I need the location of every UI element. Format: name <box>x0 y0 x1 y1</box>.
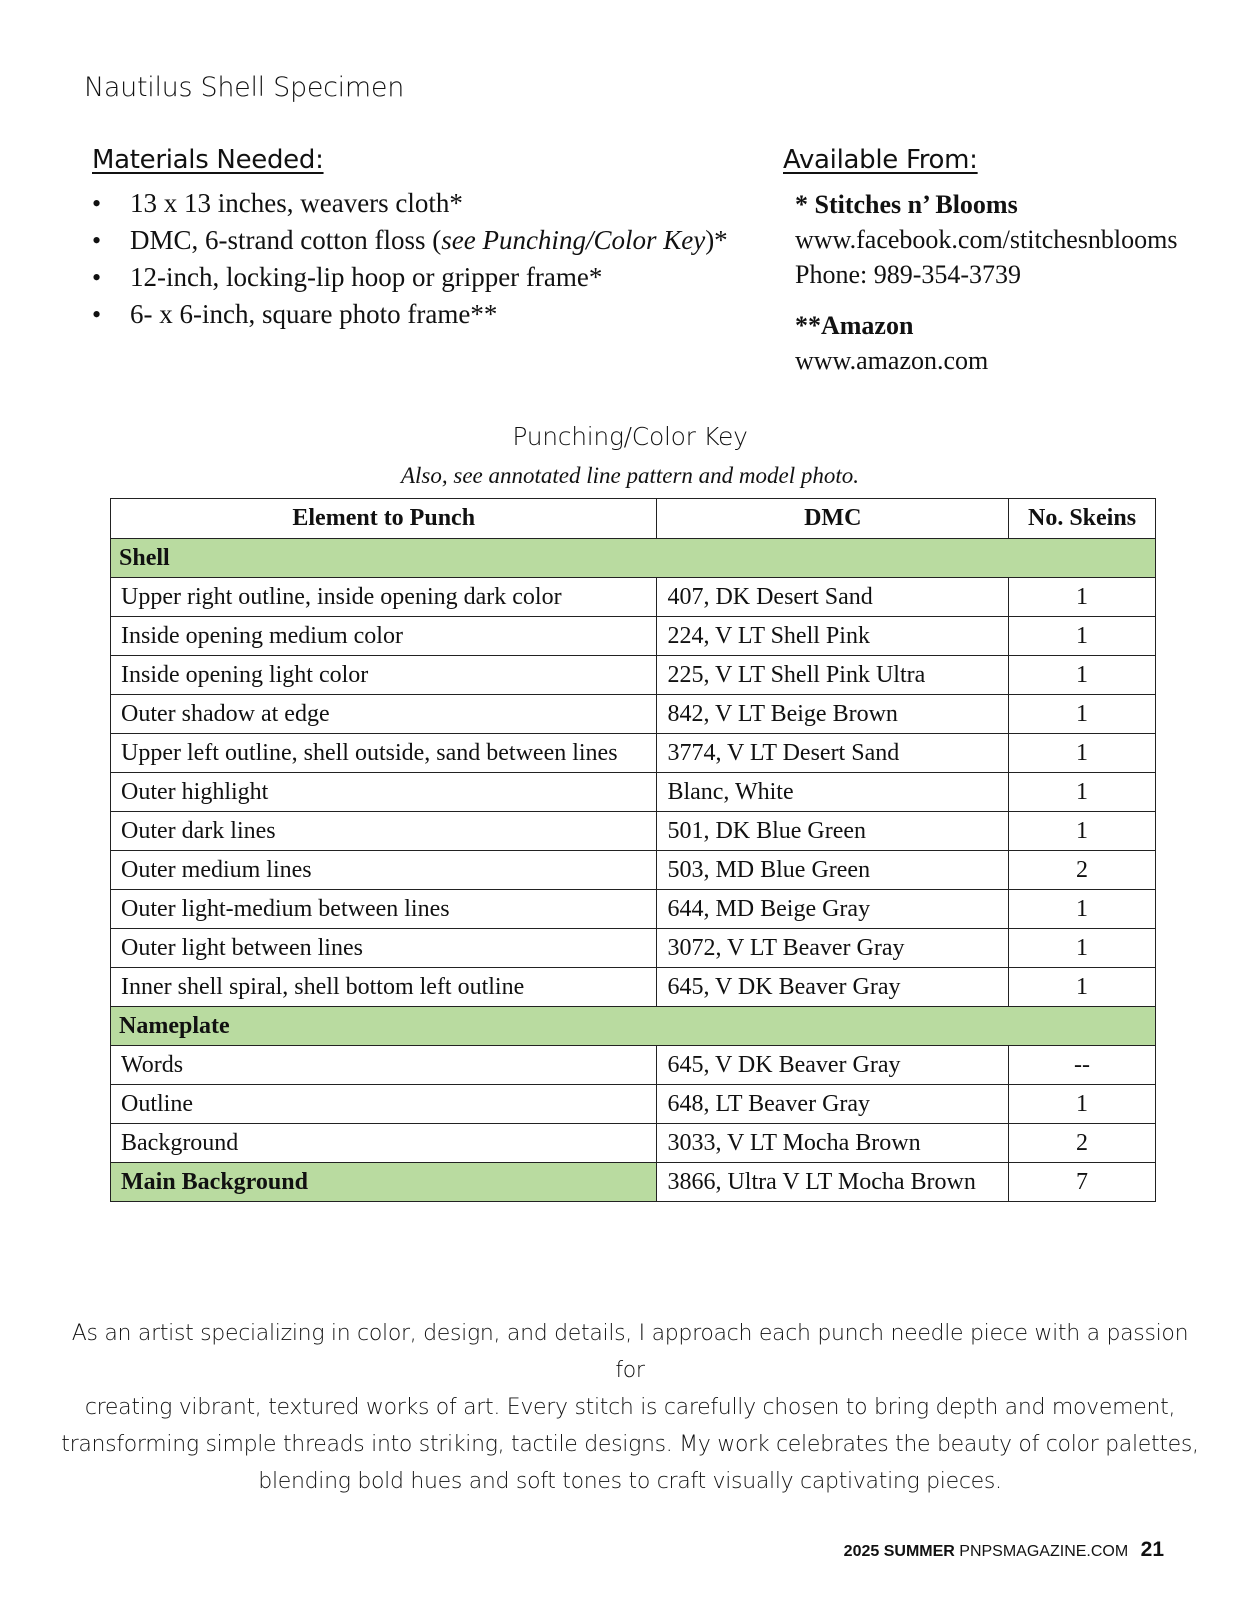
skeins-cell: 1 <box>1009 773 1156 812</box>
section-label: Shell <box>111 539 1156 578</box>
element-cell: Inner shell spiral, shell bottom left outline <box>111 968 657 1007</box>
skeins-cell: 1 <box>1009 929 1156 968</box>
table-row <box>111 1046 1156 1085</box>
table-row <box>111 734 1156 773</box>
skeins-cell: 1 <box>1009 968 1156 1007</box>
column-header: DMC <box>657 499 1009 539</box>
supplier-url[interactable]: www.amazon.com <box>795 346 989 375</box>
dmc-cell: 3072, V LT Beaver Gray <box>657 929 1009 968</box>
footer-season: 2025 SUMMER <box>843 1543 955 1560</box>
dmc-cell: 501, DK Blue Green <box>657 812 1009 851</box>
element-cell: Outer dark lines <box>111 812 657 851</box>
statement-line: blending bold hues and soft tones to craft visually captivating pieces. <box>258 1469 1002 1494</box>
section-row <box>111 539 1156 578</box>
skeins-cell: 7 <box>1009 1163 1156 1202</box>
dmc-cell: 224, V LT Shell Pink <box>657 617 1009 656</box>
table-row <box>111 656 1156 695</box>
supplier-phone: Phone: 989-354-3739 <box>795 260 1022 289</box>
column-header: Element to Punch <box>111 499 657 539</box>
materials-section <box>92 145 732 333</box>
skeins-cell: 2 <box>1009 1124 1156 1163</box>
table-row <box>111 1163 1156 1202</box>
skeins-cell: 1 <box>1009 890 1156 929</box>
skeins-cell: -- <box>1009 1046 1156 1085</box>
table-row <box>111 578 1156 617</box>
element-cell: Inside opening light color <box>111 656 657 695</box>
element-cell: Words <box>111 1046 657 1085</box>
color-key-title: Punching/Color Key <box>512 422 748 451</box>
available-from-section <box>783 145 1203 378</box>
table-header-row <box>111 499 1156 539</box>
available-heading: Available From: <box>783 145 978 175</box>
statement-line: transforming simple threads into striking, tactile designs. My work celebrates the beauty of color palettes, <box>61 1432 1199 1457</box>
element-cell: Outer medium lines <box>111 851 657 890</box>
materials-item: • 13 x 13 inches, weavers cloth* <box>92 185 732 222</box>
statement-line: As an artist specializing in color, design, and details, I approach each punch needle piece with a passion for <box>71 1321 1189 1383</box>
materials-item: • 6- x 6-inch, square photo frame** <box>92 296 732 333</box>
dmc-cell: 648, LT Beaver Gray <box>657 1085 1009 1124</box>
element-cell: Background <box>111 1124 657 1163</box>
color-key-subtitle: Also, see annotated line pattern and model photo. <box>400 463 860 488</box>
element-cell: Main Background <box>111 1163 657 1202</box>
table-row <box>111 929 1156 968</box>
element-cell: Outer light between lines <box>111 929 657 968</box>
element-cell: Upper left outline, shell outside, sand between lines <box>111 734 657 773</box>
color-key-table <box>110 498 1156 1202</box>
dmc-cell: 3866, Ultra V LT Mocha Brown <box>657 1163 1009 1202</box>
element-cell: Inside opening medium color <box>111 617 657 656</box>
table-row <box>111 968 1156 1007</box>
dmc-cell: 225, V LT Shell Pink Ultra <box>657 656 1009 695</box>
dmc-cell: Blanc, White <box>657 773 1009 812</box>
section-label: Nameplate <box>111 1007 1156 1046</box>
dmc-cell: 644, MD Beige Gray <box>657 890 1009 929</box>
supplier-name: * Stitches n’ Blooms <box>795 190 1018 219</box>
materials-list <box>92 185 732 333</box>
skeins-cell: 1 <box>1009 617 1156 656</box>
dmc-cell: 3033, V LT Mocha Brown <box>657 1124 1009 1163</box>
materials-heading: Materials Needed: <box>92 145 324 175</box>
skeins-cell: 1 <box>1009 734 1156 773</box>
dmc-cell: 3774, V LT Desert Sand <box>657 734 1009 773</box>
skeins-cell: 2 <box>1009 851 1156 890</box>
dmc-cell: 645, V DK Beaver Gray <box>657 1046 1009 1085</box>
skeins-cell: 1 <box>1009 656 1156 695</box>
skeins-cell: 1 <box>1009 812 1156 851</box>
table-row <box>111 1085 1156 1124</box>
artist-statement <box>60 1315 1200 1500</box>
page-footer <box>844 1538 1164 1562</box>
table-row <box>111 617 1156 656</box>
supplier-name: **Amazon <box>795 311 914 340</box>
section-row <box>111 1007 1156 1046</box>
statement-line: creating vibrant, textured works of art. Every stitch is carefully chosen to bring depth and movement, <box>84 1395 1176 1420</box>
table-row <box>111 851 1156 890</box>
page-number: 21 <box>1140 1538 1164 1561</box>
dmc-cell: 407, DK Desert Sand <box>657 578 1009 617</box>
dmc-cell: 503, MD Blue Green <box>657 851 1009 890</box>
table-row <box>111 695 1156 734</box>
table-row <box>111 773 1156 812</box>
materials-item: • 12-inch, locking-lip hoop or gripper frame* <box>92 259 732 296</box>
element-cell: Outer shadow at edge <box>111 695 657 734</box>
skeins-cell: 1 <box>1009 1085 1156 1124</box>
element-cell: Outline <box>111 1085 657 1124</box>
element-cell: Outer highlight <box>111 773 657 812</box>
dmc-cell: 842, V LT Beige Brown <box>657 695 1009 734</box>
skeins-cell: 1 <box>1009 578 1156 617</box>
table-row <box>111 1124 1156 1163</box>
table-row <box>111 812 1156 851</box>
column-header: No. Skeins <box>1009 499 1156 539</box>
element-cell: Outer light-medium between lines <box>111 890 657 929</box>
table-row <box>111 890 1156 929</box>
page-title: Nautilus Shell Specimen <box>84 72 405 103</box>
footer-site: PNPSMAGAZINE.COM <box>959 1543 1129 1560</box>
skeins-cell: 1 <box>1009 695 1156 734</box>
dmc-cell: 645, V DK Beaver Gray <box>657 968 1009 1007</box>
supplier-url[interactable]: www.facebook.com/stitchesnblooms <box>795 225 1178 254</box>
materials-item: • DMC, 6-strand cotton floss (see Punching/Color Key)* <box>92 222 732 259</box>
element-cell: Upper right outline, inside opening dark color <box>111 578 657 617</box>
